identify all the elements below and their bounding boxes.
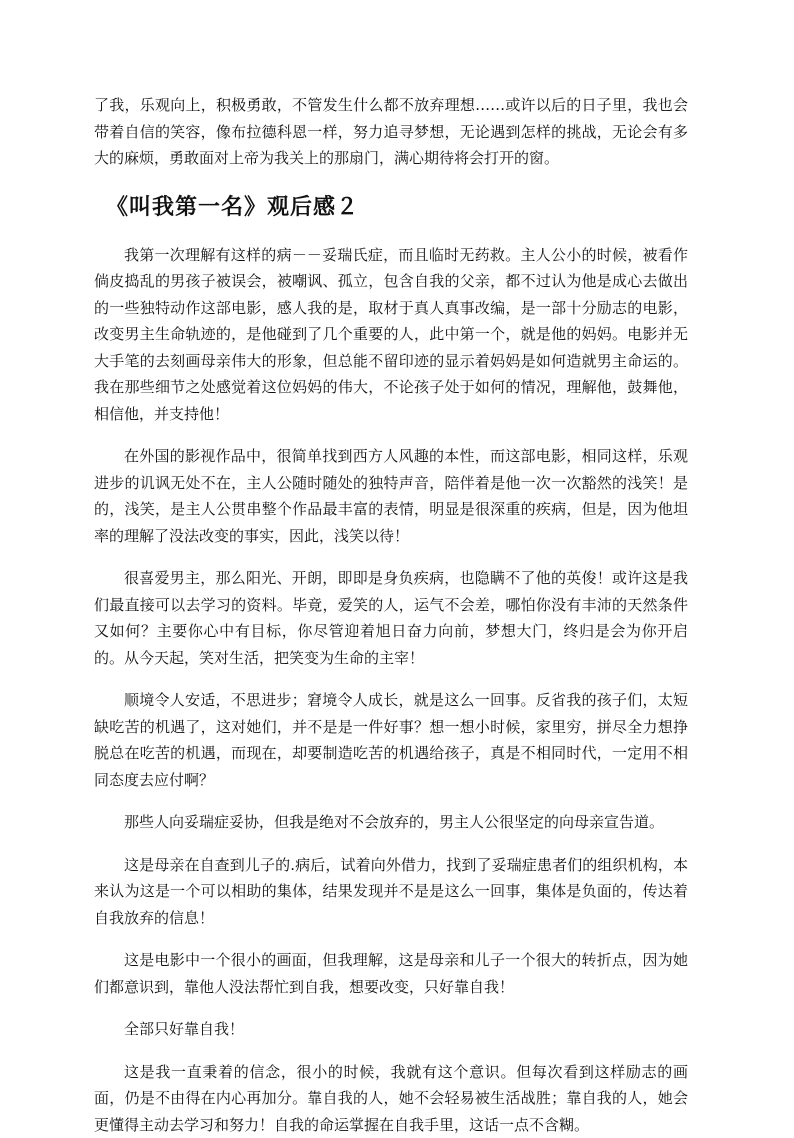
body-paragraph: 这是电影中一个很小的画面，但我理解，这是母亲和儿子一个很大的转折点，因为她们都意识到，靠他人没法帮忙到自我，想要改变，只好靠自我！ xyxy=(94,947,688,1000)
body-paragraph: 顺境令人安适，不思进步；窘境令人成长，就是这么一回事。反省我的孩子们，太短缺吃苦的机遇了，这对她们，并不是是一件好事？想一想小时候，家里穷，拼尽全力想挣脱总在吃苦的机遇，而现在，却要制造吃苦的机遇给孩子，真是不相同时代，一定用不相同态度去应付啊？ xyxy=(94,687,688,793)
body-paragraph: 那些人向妥瑞症妥协，但我是绝对不会放弃的，男主人公很坚定的向母亲宣告道。 xyxy=(94,809,688,836)
body-paragraph: 很喜爱男主，那么阳光、开朗，即即是身负疾病，也隐瞒不了他的英俊！或许这是我们最直接可以去学习的资料。毕竟，爱笑的人，运气不会差，哪怕你没有丰沛的天然条件又如何？主要你心中有目标，你尽管迎着旭日奋力向前，梦想大门，终归是会为你开启的。从今天起，笑对生活，把笑变为生命的主宰！ xyxy=(94,565,688,671)
body-paragraph: 这是母亲在自查到儿子的.病后，试着向外借力，找到了妥瑞症患者们的组织机构，本来认为这是一个可以相助的集体，结果发现并不是是这么一回事，集体是负面的，传达着自我放弃的信息！ xyxy=(94,852,688,932)
section-title: 《叫我第一名》观后感２ xyxy=(106,192,688,222)
document-page xyxy=(94,92,688,1138)
body-paragraph: 这是我一直秉着的信念，很小的时候，我就有这个意识。但每次看到这样励志的画面，仍是不由得在内心再加分。靠自我的人，她不会轻易被生活战胜；靠自我的人，她会更懂得主动去学习和努力！自我的命运掌握在自我手里，这话一点不含糊。 xyxy=(94,1059,688,1138)
intro-paragraph: 了我，乐观向上，积极勇敢，不管发生什么都不放弃理想……或许以后的日子里，我也会带着自信的笑容，像布拉德科恩一样，努力追寻梦想，无论遇到怎样的挑战，无论会有多大的麻烦，勇敢面对上帝为我关上的那扇门，满心期待将会打开的窗。 xyxy=(94,92,688,172)
body-paragraph: 在外国的影视作品中，很简单找到西方人风趣的本性，而这部电影，相同这样，乐观进步的讥讽无处不在，主人公随时随处的独特声音，陪伴着是他一次一次豁然的浅笑！是的，浅笑，是主人公贯串整个作品最丰富的表情，明显是很深重的疾病，但是，因为他坦率的理解了没法改变的事实，因此，浅笑以待！ xyxy=(94,443,688,549)
body-paragraph: 我第一次理解有这样的病－－妥瑞氏症，而且临时无药救。主人公小的时候，被看作倘皮捣乱的男孩子被误会，被嘲讽、孤立，包含自我的父亲，都不过认为他是成心去做出的一些独特动作这部电影，感人我的是，取材于真人真事改编，是一部十分励志的电影，改变男主生命轨迹的，是他碰到了几个重要的人，此中第一个，就是他的妈妈。电影并无大手笔的去刻画母亲伟大的形象，但总能不留印迹的显示着妈妈是如何造就男主命运的。我在那些细节之处感觉着这位妈妈的伟大，不论孩子处于如何的情况，理解他，鼓舞他，相信他，并支持他！ xyxy=(94,242,688,428)
body-paragraph: 全部只好靠自我！ xyxy=(94,1016,688,1043)
